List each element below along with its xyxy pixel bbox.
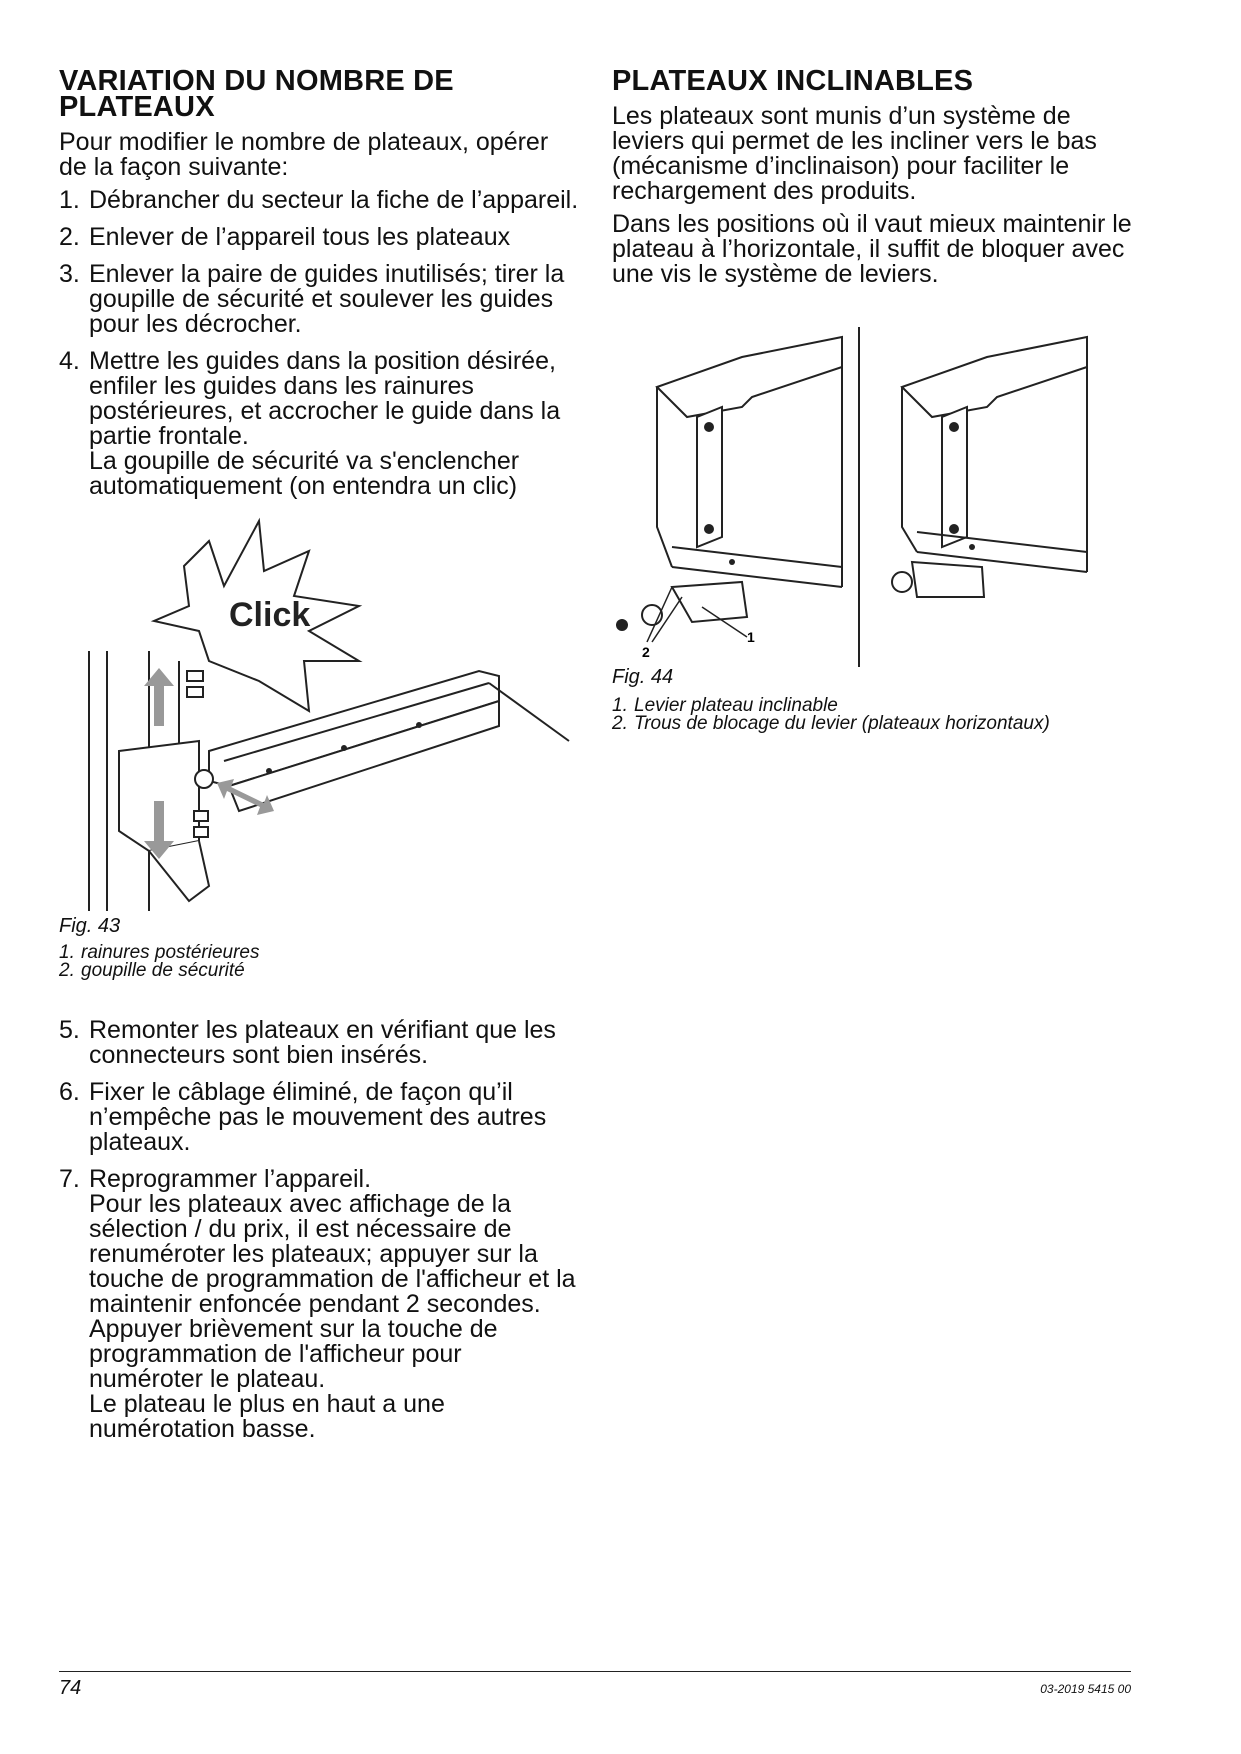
step-line: Mettre les guides dans la position désirée, enfiler les guides dans les rainures postérieures, et accrocher le guide dans la partie frontale. (89, 347, 561, 450)
step-line: Remonter les plateaux en vérifiant que les connecteurs sont bien insérés. (89, 1016, 556, 1069)
step-line: Enlever la paire de guides inutilisés; tirer la goupille de sécurité et soulever les guides pour les décrocher. (89, 260, 565, 338)
intro-paragraph: Pour modifier le nombre de plateaux, opérer de la façon suivante: (59, 128, 549, 181)
footer-rule (59, 1671, 1131, 1672)
paragraph-leviers: Les plateaux sont munis d’un système de leviers qui permet de les incliner vers le bas (mécanisme d’inclinaison) pour faciliter le rechargement des produits. (612, 102, 1097, 205)
safety-pin (195, 770, 213, 788)
legend-number: 1. (59, 942, 75, 963)
step-number: 3. (59, 260, 80, 288)
step-text (89, 1018, 579, 1068)
legend-item (612, 715, 1142, 733)
step-line: Débrancher du secteur la fiche de l’appareil. (89, 186, 579, 214)
tray-right (902, 337, 1087, 597)
figure-43-legend (59, 944, 579, 980)
lock-screw-nut (616, 619, 628, 631)
step-line: La goupille de sécurité va s'enclencher automatiquement (on entendra un clic) (89, 447, 520, 500)
figure-44-illustration (612, 297, 1112, 667)
step-line: Enlever de l’appareil tous les plateaux (89, 223, 511, 251)
step-item (59, 225, 579, 250)
step-item (59, 349, 579, 499)
legend-text: goupille de sécurité (81, 960, 245, 981)
step-line: Le plateau le plus en haut a une numérotation basse. (89, 1390, 445, 1443)
section-heading-inclinables: PLATEAUX INCLINABLES (612, 65, 974, 97)
step-item (59, 1018, 579, 1068)
step-text (89, 225, 579, 250)
legend-number: 1. (612, 695, 628, 716)
legend-text: Levier plateau inclinable (634, 695, 838, 716)
step-number: 7. (59, 1165, 80, 1193)
step-number: 4. (59, 347, 80, 375)
step-line: Fixer le câblage éliminé, de façon qu’il n’empêche pas le mouvement des autres plateaux. (89, 1078, 547, 1156)
step-number: 1. (59, 186, 80, 214)
figure-44 (612, 297, 1142, 667)
steps-list-b (59, 1018, 579, 1442)
step-text (89, 188, 579, 213)
figure-44-caption: Fig. 44 (612, 666, 674, 688)
click-label: Click (229, 596, 311, 634)
step-item (59, 262, 579, 337)
step-number: 6. (59, 1078, 80, 1106)
step-text (89, 1167, 579, 1442)
step-line: Reprogrammer l’appareil. (89, 1165, 372, 1193)
legend-text: Trous de blocage du levier (plateaux horizontaux) (634, 713, 1050, 734)
step-line: Pour les plateaux avec affichage de la sélection / du prix, il est nécessaire de renuméroter les plateaux; appuyer sur la touche de programmation de l'afficheur et la maintenir enfoncée pendant 2 secondes. (89, 1190, 576, 1318)
step-line: Appuyer brièvement sur la touche de programmation de l'afficheur pour numéroter le plateau. (89, 1315, 498, 1393)
step-number: 5. (59, 1016, 80, 1044)
figure-43 (59, 511, 579, 916)
step-number: 2. (59, 223, 80, 251)
paragraph-positions: Dans les positions où il vaut mieux maintenir le plateau à l’horizontale, il suffit de bloquer avec une vis le système de leviers. (612, 210, 1132, 288)
legend-number: 2. (59, 960, 75, 981)
lock-screw-right (892, 572, 912, 592)
step-text (89, 349, 579, 499)
page-number: 74 (59, 1677, 82, 1699)
step-text (89, 1080, 579, 1155)
legend-text: rainures postérieures (81, 942, 260, 963)
figure-43-illustration (59, 511, 579, 916)
callout-label-1: 1 (747, 629, 755, 645)
guide-rail (209, 671, 569, 811)
steps-list-a (59, 188, 579, 499)
document-code: 03-2019 5415 00 (1040, 1682, 1131, 1696)
legend-item (59, 962, 579, 980)
legend-number: 2. (612, 713, 628, 734)
step-item (59, 188, 579, 213)
callout-label-2: 2 (642, 644, 650, 660)
section-heading-variation: VARIATION DU NOMBRE DE PLATEAUX (59, 65, 454, 123)
tray-left (657, 337, 842, 622)
step-text (89, 262, 579, 337)
right-column (612, 62, 1142, 733)
step-item (59, 1167, 579, 1442)
figure-43-caption: Fig. 43 (59, 915, 121, 937)
figure-44-legend (612, 697, 1142, 733)
step-item (59, 1080, 579, 1155)
left-column (59, 62, 579, 1454)
